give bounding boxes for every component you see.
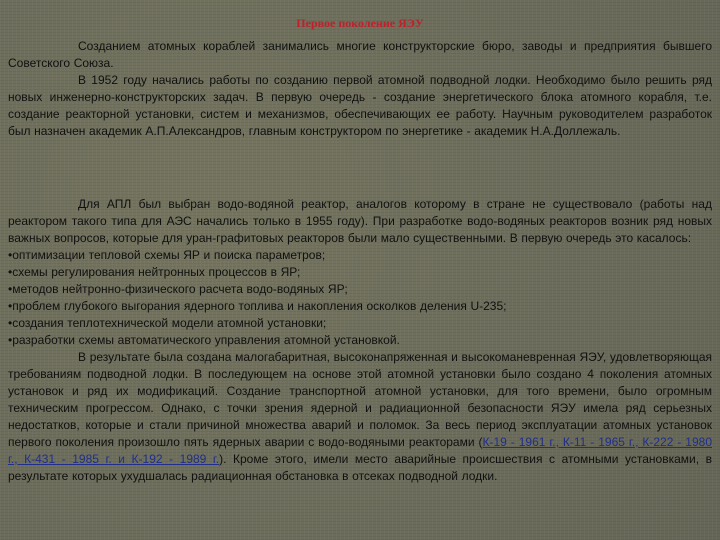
result-text-start: В результате была создана малогабаритная, высоконапряженная и высокоманевренная ЯЭУ, удовлетворяющая требованиям подводной лодки. В последующем на основе этой атомной установки было создано 4 поколения атомных установок и ряд их модификаций. Создание транспортной атомной установки, для того времени, было огромным техническим прогрессом. Однако, с точки зрения ядерной и радиационной безопасности ЯЭУ имела ряд серьезных недостатков, которые и стали причиной множества аварий и поломок. За весь период эксплуатации атомных установок первого поколения произошло пять ядерных аварии с водо-водяными реакторами ( bbox=[8, 350, 712, 449]
paragraph-result bbox=[8, 349, 712, 485]
paragraph-1952-start: В 1952 году начались работы по созданию первой атомной подводной лодки. Необходимо было решить ряд новых инженерно-конструкторских задач. В первую очередь - создание энергетического блока атомного корабля, т.е. создание реакторной установки, систем и механизмов, обеспечивающих ее работу. Научным руководителем разработок был назначен академик А.П.Александров, главным конструктором по энергетике - академик Н.А.Доллежаль. bbox=[8, 73, 712, 138]
paragraph-reactor-choice: Для АПЛ был выбран водо-водяной реактор, аналогов которому в стране не существовало (работы над реактором такого типа для АЭС начались только в 1955 году). При разработке водо-водяных реакторов возник ряд новых важных вопросов, которые для уран-графитовых реакторов были мало существенными. В первую очередь это касалось: bbox=[8, 197, 712, 245]
bullet-item: •разработки схемы автоматического управления атомной установкой. bbox=[8, 333, 400, 347]
bullet-item: •схемы регулирования нейтронных процессов в ЯР; bbox=[8, 265, 301, 279]
accident-list-link[interactable]: К-19 - 1961 г., К-11 - 1965 г., К-222 - 1980 г., К-431 - 1985 г. и К-192 - 1989 г. bbox=[8, 435, 712, 466]
bullet-item: •проблем глубокого выгорания ядерного топлива и накопления осколков деления U-235; bbox=[8, 299, 507, 313]
text-block-reactor bbox=[8, 196, 712, 485]
bullet-item: •создания теплотехнической модели атомной установки; bbox=[8, 316, 327, 330]
slide-title: Первое поколение ЯЭУ bbox=[296, 16, 424, 30]
bullet-item: •оптимизации тепловой схемы ЯР и поиска параметров; bbox=[8, 248, 326, 262]
bullet-item: •методов нейтронно-физического расчета водо-водяных ЯР; bbox=[8, 282, 348, 296]
result-text-end: ). Кроме этого, имели место аварийные происшествия с атомными установками, в результате которых ухудшалась радиационная обстановка в отсеках подводной лодки. bbox=[8, 452, 712, 483]
text-block-history bbox=[8, 38, 712, 140]
paragraph-design-bureaus: Созданием атомных кораблей занимались многие конструкторские бюро, заводы и предприятия бывшего Советского Союза. bbox=[8, 39, 712, 70]
